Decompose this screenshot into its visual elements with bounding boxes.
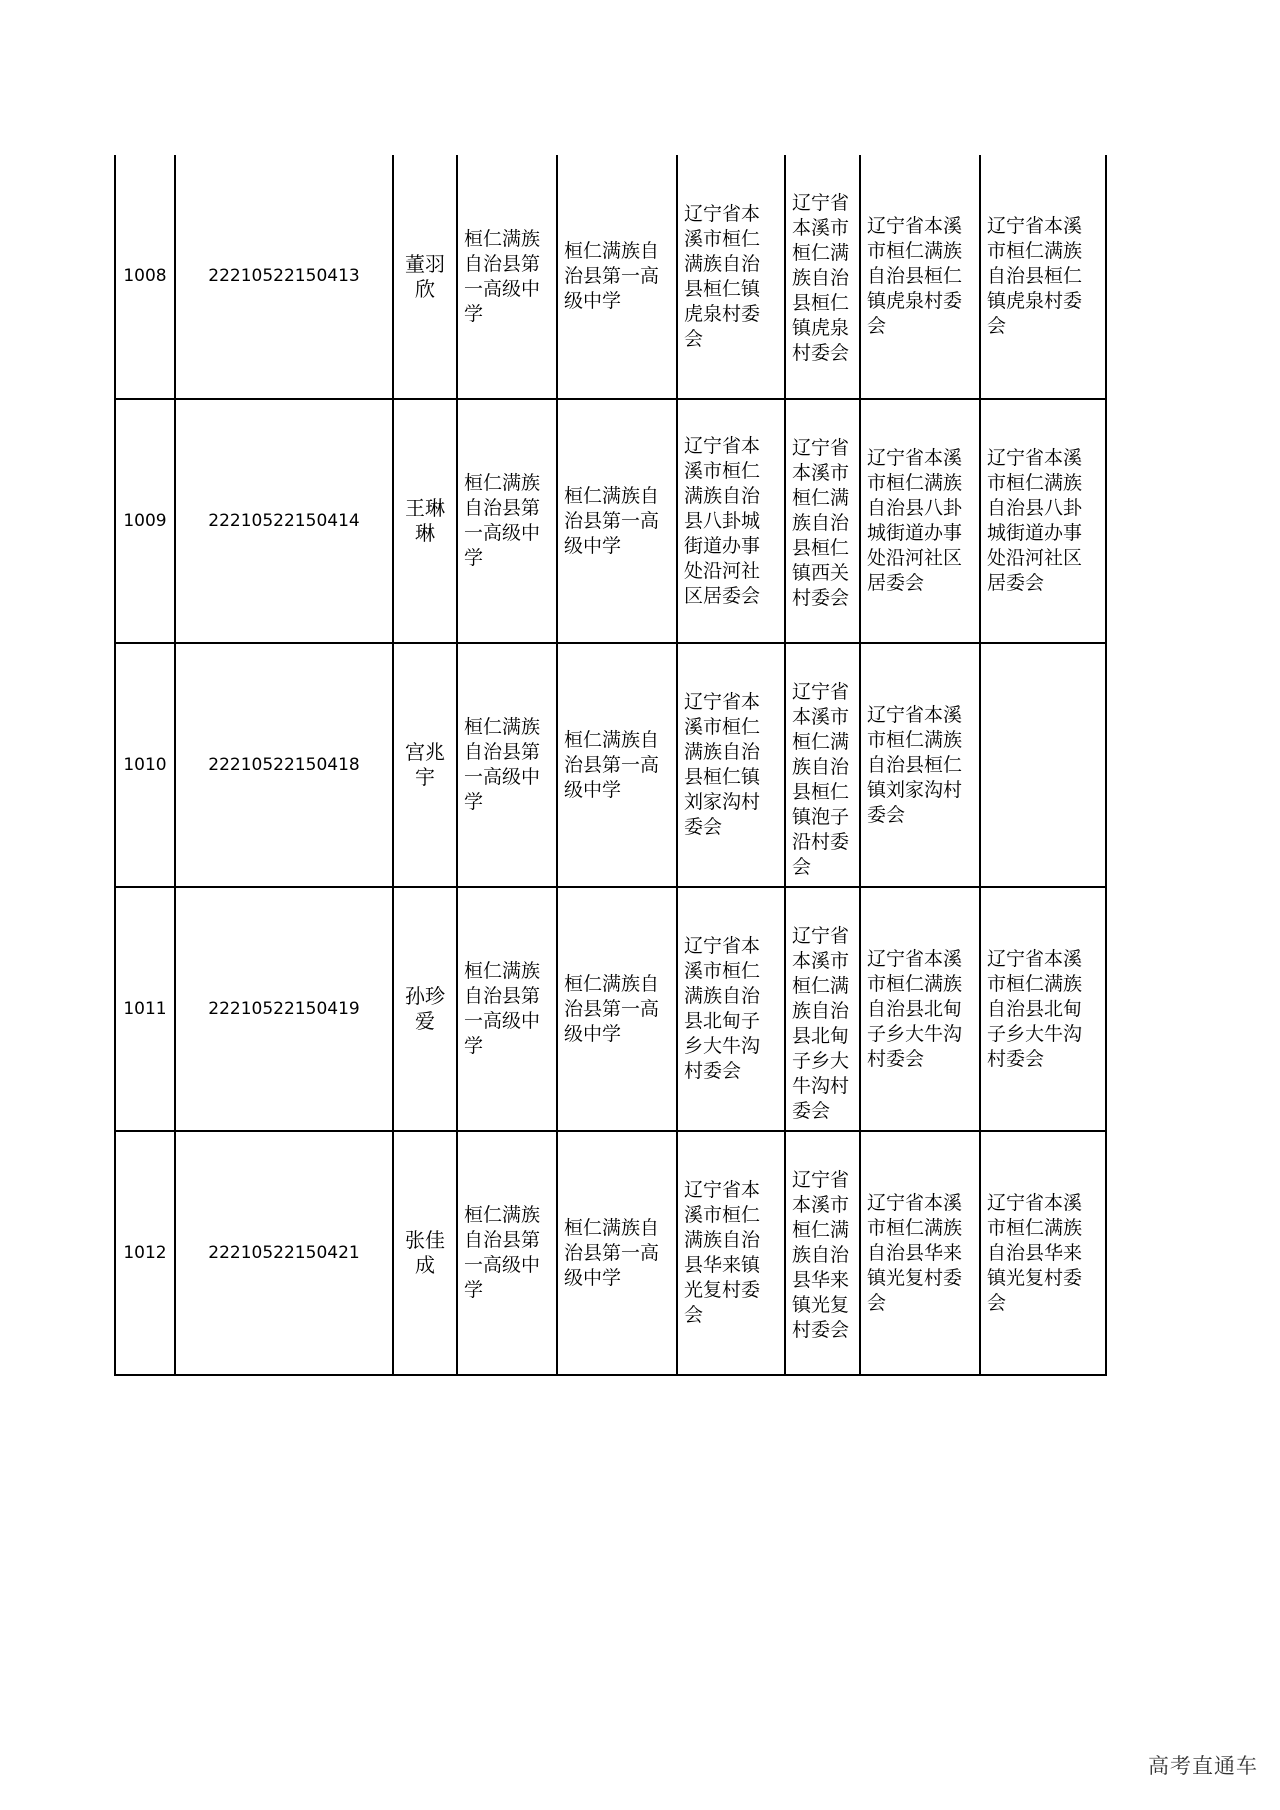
address-cell-1: 辽宁省本溪市桓仁满族自治县华来镇光复村委会 (677, 1131, 785, 1375)
address-cell-3: 辽宁省本溪市桓仁满族自治县华来镇光复村委会 (860, 1131, 980, 1375)
address-cell-2: 辽宁省本溪市桓仁满族自治县桓仁镇西关村委会 (785, 399, 860, 643)
address-cell-2: 辽宁省本溪市桓仁满族自治县桓仁镇虎泉村委会 (785, 155, 860, 399)
graduation-school-cell: 桓仁满族自治县第一高级中学 (557, 887, 677, 1131)
school-cell: 桓仁满族自治县第一高级中学 (457, 399, 557, 643)
address-cell-4: 辽宁省本溪市桓仁满族自治县北甸子乡大牛沟村委会 (980, 887, 1106, 1131)
address-cell-4: 辽宁省本溪市桓仁满族自治县八卦城街道办事处沿河社区居委会 (980, 399, 1106, 643)
seq-cell: 1011 (115, 887, 175, 1131)
table-row (115, 399, 1106, 643)
student-name-cell: 张佳成 (393, 1131, 457, 1375)
school-cell: 桓仁满族自治县第一高级中学 (457, 155, 557, 399)
address-cell-1: 辽宁省本溪市桓仁满族自治县桓仁镇刘家沟村委会 (677, 643, 785, 887)
address-cell-3: 辽宁省本溪市桓仁满族自治县桓仁镇刘家沟村委会 (860, 643, 980, 887)
address-cell-4 (980, 643, 1106, 887)
graduation-school-cell: 桓仁满族自治县第一高级中学 (557, 643, 677, 887)
address-cell-1: 辽宁省本溪市桓仁满族自治县桓仁镇虎泉村委会 (677, 155, 785, 399)
seq-cell: 1008 (115, 155, 175, 399)
school-cell: 桓仁满族自治县第一高级中学 (457, 887, 557, 1131)
seq-cell: 1012 (115, 1131, 175, 1375)
seq-cell: 1010 (115, 643, 175, 887)
address-cell-3: 辽宁省本溪市桓仁满族自治县北甸子乡大牛沟村委会 (860, 887, 980, 1131)
address-cell-1: 辽宁省本溪市桓仁满族自治县八卦城街道办事处沿河社区居委会 (677, 399, 785, 643)
table-row (115, 643, 1106, 887)
address-cell-1: 辽宁省本溪市桓仁满族自治县北甸子乡大牛沟村委会 (677, 887, 785, 1131)
address-cell-2: 辽宁省本溪市桓仁满族自治县华来镇光复村委会 (785, 1131, 860, 1375)
exam-number-cell: 22210522150418 (175, 643, 393, 887)
school-cell: 桓仁满族自治县第一高级中学 (457, 1131, 557, 1375)
address-cell-3: 辽宁省本溪市桓仁满族自治县八卦城街道办事处沿河社区居委会 (860, 399, 980, 643)
graduation-school-cell: 桓仁满族自治县第一高级中学 (557, 399, 677, 643)
graduation-school-cell: 桓仁满族自治县第一高级中学 (557, 155, 677, 399)
student-name-cell: 孙珍爱 (393, 887, 457, 1131)
exam-number-cell: 22210522150421 (175, 1131, 393, 1375)
seq-cell: 1009 (115, 399, 175, 643)
address-cell-2: 辽宁省本溪市桓仁满族自治县桓仁镇泡子沿村委会 (785, 643, 860, 887)
address-cell-4: 辽宁省本溪市桓仁满族自治县桓仁镇虎泉村委会 (980, 155, 1106, 399)
watermark-text: 高考直通车 (1148, 1754, 1258, 1778)
address-cell-2: 辽宁省本溪市桓仁满族自治县北甸子乡大牛沟村委会 (785, 887, 860, 1131)
exam-number-cell: 22210522150419 (175, 887, 393, 1131)
exam-number-cell: 22210522150414 (175, 399, 393, 643)
graduation-school-cell: 桓仁满族自治县第一高级中学 (557, 1131, 677, 1375)
table-row (115, 155, 1106, 399)
student-name-cell: 宫兆宇 (393, 643, 457, 887)
exam-number-cell: 22210522150413 (175, 155, 393, 399)
address-cell-3: 辽宁省本溪市桓仁满族自治县桓仁镇虎泉村委会 (860, 155, 980, 399)
table-row (115, 1131, 1106, 1375)
address-cell-4: 辽宁省本溪市桓仁满族自治县华来镇光复村委会 (980, 1131, 1106, 1375)
student-table (114, 155, 1107, 1376)
student-name-cell: 董羽欣 (393, 155, 457, 399)
table-row (115, 887, 1106, 1131)
school-cell: 桓仁满族自治县第一高级中学 (457, 643, 557, 887)
student-name-cell: 王琳琳 (393, 399, 457, 643)
